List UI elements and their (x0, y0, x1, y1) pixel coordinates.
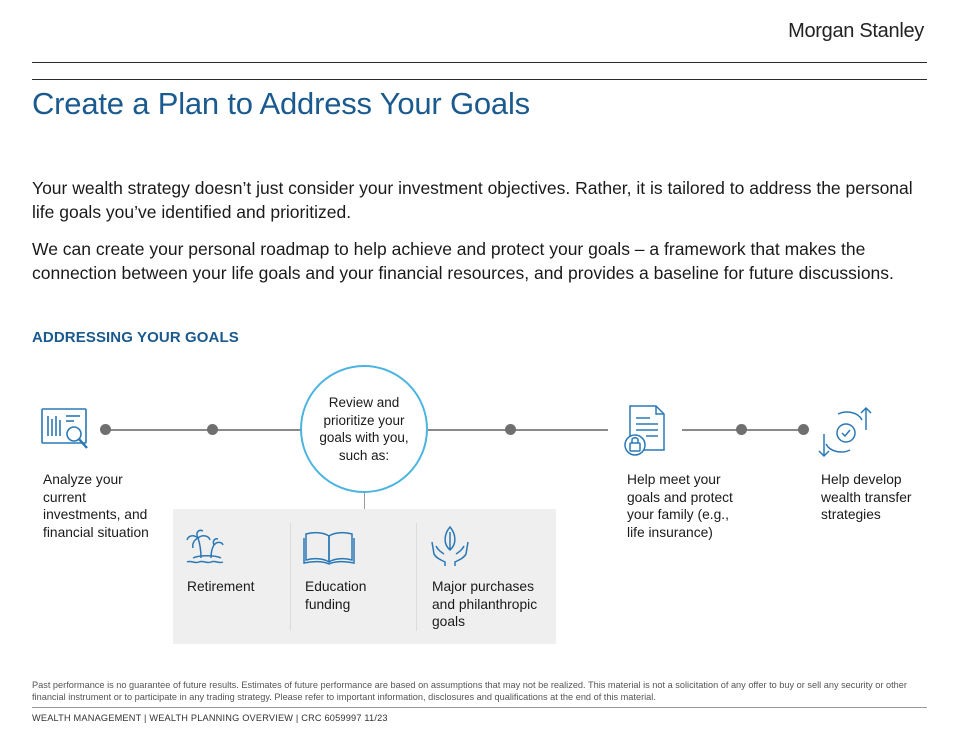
analysis-chart-icon (40, 406, 92, 454)
step-review-text: Review and prioritize your goals with you, such as: (319, 395, 409, 463)
goals-divider (416, 523, 417, 631)
company-logo: Morgan Stanley (788, 20, 924, 42)
timeline-dot (207, 424, 218, 435)
section-label: ADDRESSING YOUR GOALS (32, 329, 239, 346)
timeline-line-1 (104, 429, 302, 431)
step-transfer-text: Help develop wealth transfer strategies (821, 472, 912, 522)
step-analyze-text: Analyze your current investments, and financial situation (43, 472, 149, 540)
review-goals-circle (300, 365, 428, 493)
timeline-dot (100, 424, 111, 435)
intro-paragraph-1: Your wealth strategy doesn’t just consider your investment objectives. Rather, it is tailored to address the personal life goals you’ve identified and prioritized. (32, 178, 913, 222)
timeline-line-2 (428, 429, 608, 431)
palm-island-icon (185, 528, 225, 568)
intro-paragraph-2: We can create your personal roadmap to help achieve and protect your goals – a framework that makes the connection between your life goals and your financial resources, and provides a baseline for future discussions. (32, 239, 894, 283)
goals-divider (290, 523, 291, 631)
page-title: Create a Plan to Address Your Goals (32, 86, 530, 121)
goal-education-label: Education funding (305, 579, 367, 612)
hands-plant-icon (429, 524, 471, 568)
header-rule-bottom (32, 79, 927, 80)
timeline-dot (505, 424, 516, 435)
secured-document-icon (624, 404, 668, 458)
timeline-dot (736, 424, 747, 435)
goal-retirement-label: Retirement (187, 579, 255, 594)
circle-connector (364, 493, 365, 509)
footer-rule (32, 707, 927, 708)
disclaimer-text: Past performance is no guarantee of future results. Estimates of future performance are based on assumptions that may not be realized. This material is not a solicitation of any offer to buy or sell any security or other financial instrument or to participate in any trading strategy. Please refer to important information, disclosures and qualifications at the end of this material. (32, 680, 907, 702)
step-protect-text: Help meet your goals and protect your family (e.g., life insurance) (627, 472, 733, 540)
footer-text: WEALTH MANAGEMENT | WEALTH PLANNING OVERVIEW | CRC 6059997 11/23 (32, 713, 388, 723)
goal-major-purchases-label: Major purchases and philanthropic goals (432, 579, 538, 629)
wealth-transfer-icon (818, 404, 874, 460)
open-book-icon (303, 530, 355, 566)
timeline-dot (798, 424, 809, 435)
header-rule-top (32, 62, 927, 63)
